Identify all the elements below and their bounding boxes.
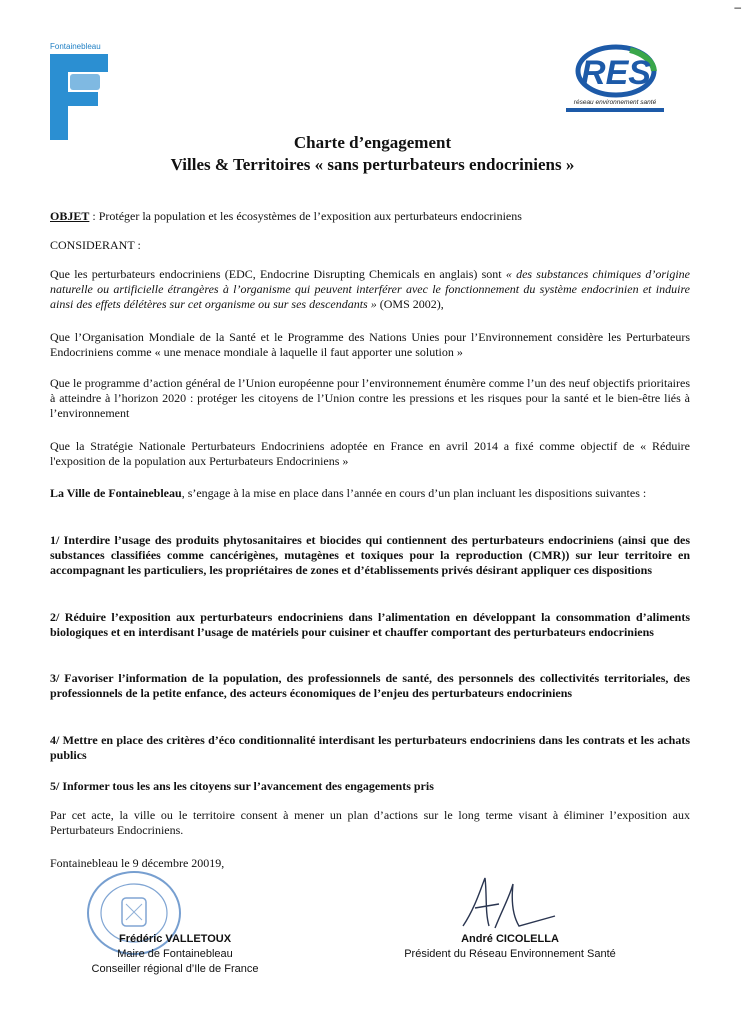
paragraph-1-text: Que les perturbateurs endocriniens (EDC, Endocrine Disrupting Chemicals en anglais) sont (50, 267, 506, 281)
paragraph-1-source: (OMS 2002), (376, 297, 444, 311)
date-line: Fontainebleau le 9 décembre 20019, (50, 856, 225, 870)
engagement-2: 2/ Réduire l’exposition aux perturbateurs endocriniens dans l’alimentation en développant la consommation d’aliments biologiques et en interdisant l’usage de matériels pour cuisiner et chauffer comportant des perturbateurs endocriniens (50, 610, 690, 639)
res-logo (560, 44, 670, 112)
signatory-right (385, 932, 635, 962)
paragraph-5-text: , s’engage à la mise en place dans l’année en cours d’un plan incluant les dispositions suivantes : (181, 486, 647, 500)
engagement-3: 3/ Favoriser l’information de la population, des professionnels de santé, des personnels des collectivités territoriales, des professionnels de la petite enfance, des acteurs économiques de l’enjeu des perturbateurs endocriniens (50, 671, 690, 700)
city-logo-text: Fontainebleau (50, 42, 101, 51)
paragraph-5 (50, 486, 690, 501)
page-title: Charte d’engagement (293, 133, 452, 152)
city-name: La Ville de Fontainebleau (50, 486, 182, 500)
res-logo-subtitle: réseau environnement santé (573, 99, 657, 106)
engagement-4: 4/ Mettre en place des critères d’éco conditionnalité interdisant les perturbateurs endocriniens dans les contrats et les achats publics (50, 733, 690, 762)
paragraph-4: Que la Stratégie Nationale Perturbateurs Endocriniens adoptée en France en avril 2014 a fixé comme objectif de « Réduire l'exposition de la population aux Perturbateurs Endocriniens » (50, 439, 690, 468)
objet-line (50, 209, 690, 224)
signatory-left-role2: Conseiller régional d’Ile de France (91, 963, 259, 975)
conclusion: Par cet acte, la ville ou le territoire consent à mener un plan d’actions sur le long terme visant à éliminer l’exposition aux Perturbateurs Endocriniens. (50, 808, 690, 837)
signatory-left-role1: Maire de Fontainebleau (117, 948, 233, 960)
signatory-right-name: André CICOLELLA (461, 933, 559, 945)
objet-text: : Protéger la population et les écosystèmes de l’exposition aux perturbateurs endocriniens (89, 209, 522, 223)
signatory-right-role: Président du Réseau Environnement Santé (404, 948, 616, 960)
signatory-left-name: Frédéric VALLETOUX (118, 933, 232, 945)
paragraph-3: Que le programme d’action général de l’Union européenne pour l’environnement énumère comme l’un des neuf objectifs prioritaires à atteindre à l’horizon 2020 : protéger les citoyens de l’Union contre les pressions et les risques pour la santé et le bien-être liés à l’environnement (50, 376, 690, 420)
paragraph-2: Que l’Organisation Mondiale de la Santé et le Programme des Nations Unies pour l’Environnement considère les Perturbateurs Endocriniens comme « une menace mondiale à laquelle il faut apporter une solution » (50, 330, 690, 359)
considerant-heading: CONSIDERANT : (50, 238, 141, 252)
fontainebleau-f-icon (50, 54, 108, 140)
objet-label: OBJET (50, 209, 90, 223)
corner-mark: – (734, 0, 741, 14)
paragraph-1-quote: « des substances chimiques d’origine naturelle ou artificielle étrangères à l’organisme qui peuvent interférer avec le fonctionnement du système endocrinien et induire ainsi des effets délétères sur cet organisme ou sur ses descendants » (50, 267, 691, 311)
res-logo-letters: RES (581, 54, 651, 92)
engagement-5: 5/ Informer tous les ans les citoyens sur l’avancement des engagements pris (50, 779, 434, 793)
signatory-left (60, 932, 290, 977)
fontainebleau-logo (50, 42, 120, 140)
page-subtitle: Villes & Territoires « sans perturbateurs endocriniens » (170, 155, 575, 174)
res-logo-icon (560, 44, 670, 98)
res-logo-divider (566, 108, 664, 112)
paragraph-1 (50, 267, 690, 312)
engagement-1: 1/ Interdire l’usage des produits phytosanitaires et biocides qui contiennent des perturbateurs endocriniens (ainsi que des substances classifiées comme cancérigènes, mutagènes et toxiques pour la reproduction (CMR)) sur leur territoire en accompagnant les particuliers, les propriétaires de zones et d’établissements privés désirant appliquer ces dispositions (50, 533, 690, 577)
